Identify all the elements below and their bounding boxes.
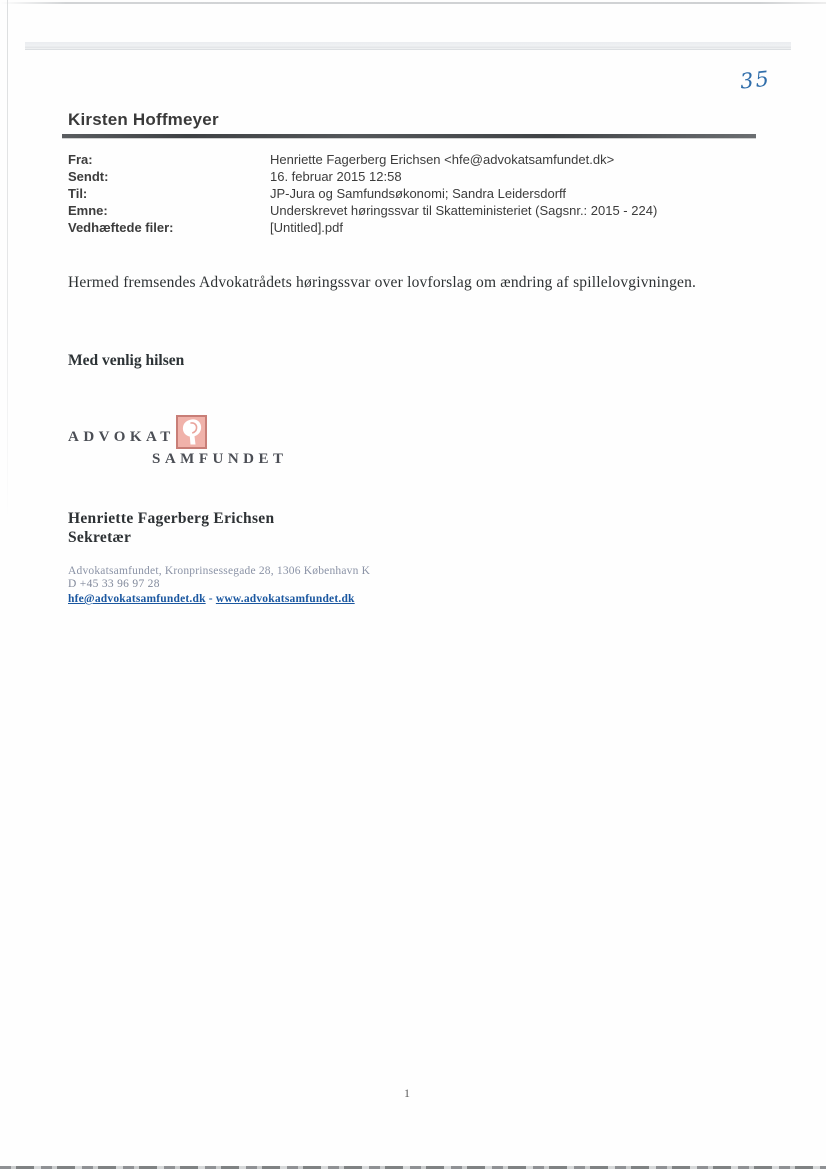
- email-header-label: Sendt:: [68, 169, 109, 184]
- email-header-value: Henriette Fagerberg Erichsen <hfe@advokatsamfundet.dk>: [270, 152, 615, 167]
- scan-top-edge-artifact: [0, 2, 826, 4]
- email-header-value: [Untitled].pdf: [270, 220, 343, 235]
- email-header-value: Underskrevet høringssvar til Skatteministeriet (Sagsnr.: 2015 - 224): [270, 203, 658, 218]
- helmet-icon: [176, 415, 207, 449]
- signature-title: Sekretær: [68, 529, 132, 546]
- email-header-label: Emne:: [68, 203, 108, 218]
- handwritten-page-mark: 35: [738, 66, 772, 94]
- logo-row-advokat: [68, 414, 328, 450]
- scan-left-edge-artifact: [7, 0, 8, 520]
- signature-links: [68, 593, 355, 605]
- logo-text-samfundet: SAMFUNDET: [152, 451, 288, 467]
- signature-phone: D +45 33 96 97 28: [68, 578, 160, 590]
- email-header-label: Fra:: [68, 152, 93, 167]
- advokatsamfundet-logo: [68, 414, 328, 468]
- email-closing-text: Med venlig hilsen: [68, 352, 185, 369]
- email-header-row-to: [68, 185, 758, 202]
- recipient-name-heading: Kirsten Hoffmeyer: [68, 110, 219, 129]
- signature-name: Henriette Fagerberg Erichsen: [68, 510, 275, 527]
- email-header-label: Vedhæftede filer:: [68, 220, 174, 235]
- email-body-text: Hermed fremsendes Advokatrådets høringssvar over lovforslag om ændring af spillelovgivningen.: [68, 274, 697, 291]
- email-header-row-from: [68, 151, 758, 168]
- link-separator: -: [205, 593, 216, 605]
- email-header-value: 16. februar 2015 12:58: [270, 169, 402, 184]
- logo-text-advokat: ADVOKAT: [68, 429, 175, 445]
- email-header-row-sent: [68, 168, 758, 185]
- scan-smudge-band-artifact: [25, 42, 791, 50]
- email-header-value: JP-Jura og Samfundsøkonomi; Sandra Leidersdorff: [270, 186, 567, 201]
- email-header-table: [68, 151, 758, 236]
- signature-email-link[interactable]: hfe@advokatsamfundet.dk: [68, 593, 206, 605]
- email-header-row-attachments: [68, 219, 758, 236]
- signature-address: Advokatsamfundet, Kronprinsessegade 28, 1306 København K: [68, 565, 371, 577]
- email-header-row-subject: [68, 202, 758, 219]
- page-number: 1: [404, 1086, 410, 1100]
- email-header-label: Til:: [68, 186, 88, 201]
- signature-website-link[interactable]: www.advokatsamfundet.dk: [215, 593, 355, 605]
- header-divider-rule: [62, 134, 756, 138]
